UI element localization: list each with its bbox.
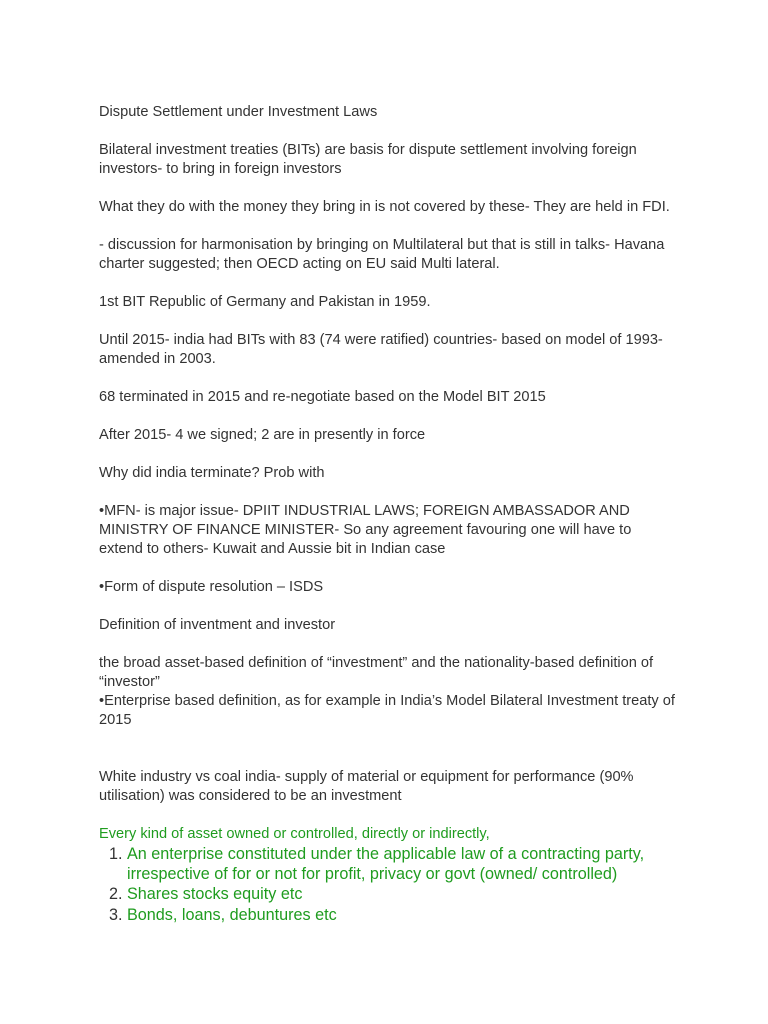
document-page bbox=[99, 103, 679, 925]
paragraph-why-terminate: Why did india terminate? Prob with bbox=[99, 465, 325, 481]
paragraph-broad-definition: the broad asset-based definition of “investment” and the nationality-based definition of “investor” bbox=[99, 655, 654, 690]
paragraph-until-2015: Until 2015- india had BITs with 83 (74 were ratified) countries- based on model of 1993- amended in 2003. bbox=[99, 332, 663, 367]
paragraph-money-fdi: What they do with the money they bring in is not covered by these- They are held in FDI. bbox=[99, 199, 670, 215]
paragraph-white-industry: White industry vs coal india- supply of material or equipment for performance (90% utilisation) was considered to be an investment bbox=[99, 769, 634, 804]
green-numbered-list bbox=[99, 844, 679, 925]
paragraph-first-bit: 1st BIT Republic of Germany and Pakistan in 1959. bbox=[99, 294, 431, 310]
green-lead-text: Every kind of asset owned or controlled, directly or indirectly, bbox=[99, 826, 490, 842]
paragraph-bits-basis: Bilateral investment treaties (BITs) are basis for dispute settlement involving foreign investors- to bring in foreign investors bbox=[99, 142, 637, 177]
paragraph-mfn-bullet: •MFN- is major issue- DPIIT INDUSTRIAL LAWS; FOREIGN AMBASSADOR AND MINISTRY OF FINANCE MINISTER- So any agreement favouring one will have to extend to others- Kuwait and Aussie bit in Indian case bbox=[99, 503, 632, 557]
list-item: 2. Shares stocks equity etc bbox=[127, 884, 679, 904]
paragraph-isds-bullet: •Form of dispute resolution – ISDS bbox=[99, 579, 324, 595]
paragraph-terminated: 68 terminated in 2015 and re-negotiate based on the Model BIT 2015 bbox=[99, 389, 546, 405]
list-item: 3. Bonds, loans, debuntures etc bbox=[127, 905, 679, 925]
paragraph-definition-heading: Definition of inventment and investor bbox=[99, 617, 336, 633]
paragraph-enterprise-bullet: •Enterprise based definition, as for example in India’s Model Bilateral Investment treaty of 2015 bbox=[99, 693, 675, 728]
paragraph-harmonisation: - discussion for harmonisation by bringing on Multilateral but that is still in talks- Havana charter suggested; then OECD acting on EU said Multi lateral. bbox=[99, 237, 665, 272]
doc-title: Dispute Settlement under Investment Laws bbox=[99, 104, 378, 120]
list-item: 1. An enterprise constituted under the applicable law of a contracting party, irrespective of for or not for profit, privacy or govt (owned/ controlled) bbox=[127, 844, 679, 884]
paragraph-after-2015: After 2015- 4 we signed; 2 are in presently in force bbox=[99, 427, 426, 443]
